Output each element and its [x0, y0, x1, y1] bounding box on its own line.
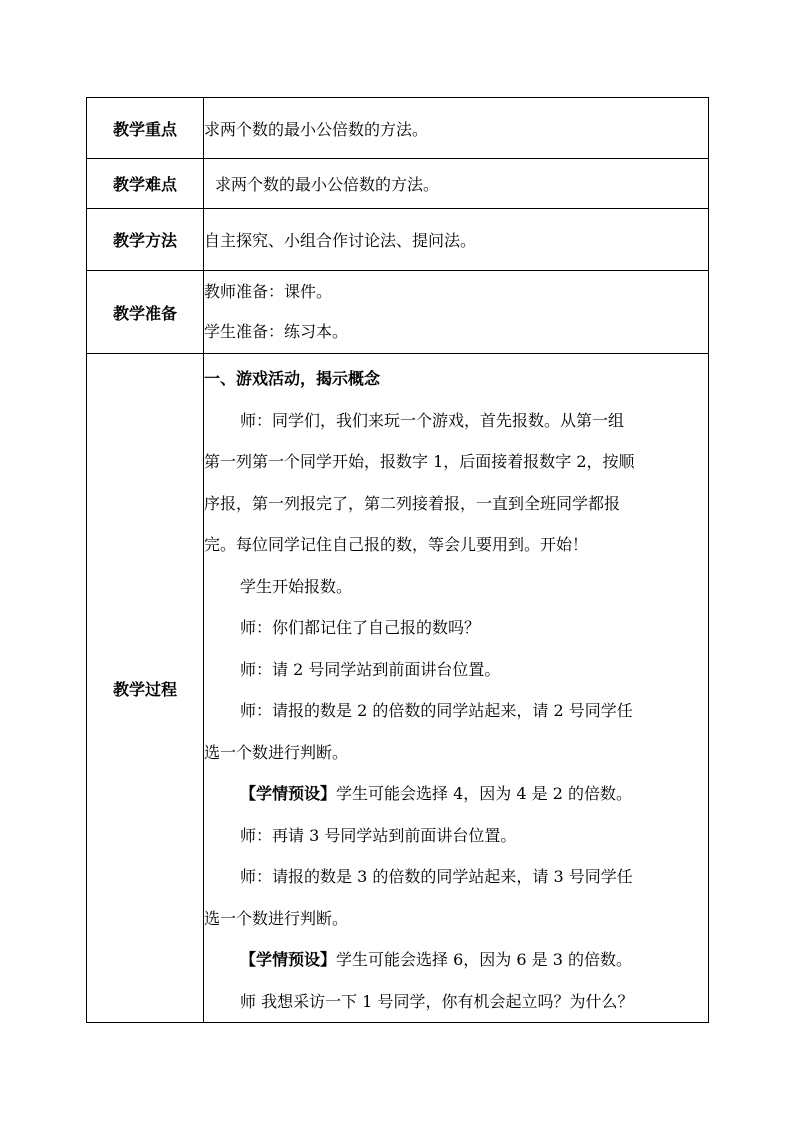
preset-line	[204, 773, 708, 815]
process-line: 序报，第一列报完了，第二列接着报，一直到全班同学都报	[204, 493, 621, 513]
process-label: 教学过程	[87, 354, 204, 1023]
process-cell	[204, 354, 709, 1023]
preset-text: 学生可能会选择 6，因为 6 是 3 的倍数。	[336, 950, 632, 969]
process-line: 完。每位同学记住自己报的数，等会儿要用到。开始！	[204, 535, 589, 554]
process-line: 师：请报的数是 3 的倍数的同学站起来，请 3 号同学任	[240, 867, 633, 886]
key-point-text: 求两个数的最小公倍数的方法。	[204, 98, 709, 159]
method-label: 教学方法	[87, 209, 204, 271]
preset-tag: 【学情预设】	[240, 950, 337, 969]
preset-tag: 【学情预设】	[240, 784, 337, 803]
teacher-preparation: 教师准备：课件。	[204, 282, 333, 301]
process-line: 师：请报的数是 2 的倍数的同学站起来，请 2 号同学任	[240, 701, 633, 720]
row-method	[87, 209, 709, 271]
preparation-label: 教学准备	[87, 271, 204, 354]
process-line: 第一列第一个同学开始，报数字 1，后面接着报数字 2，按顺	[204, 452, 635, 471]
lesson-plan-table	[86, 97, 709, 1023]
preparation-cell	[204, 271, 709, 354]
preset-line	[204, 939, 708, 981]
process-line: 选一个数进行判断。	[204, 742, 349, 762]
process-line: 师：再请 3 号同学站到前面讲台位置。	[240, 825, 517, 845]
row-preparation	[87, 271, 709, 354]
process-line: 师：请 2 号同学站到前面讲台位置。	[240, 659, 501, 679]
difficulty-label: 教学难点	[87, 159, 204, 209]
preset-text: 学生可能会选择 4，因为 4 是 2 的倍数。	[336, 784, 632, 803]
process-line: 师：你们都记住了自己报的数吗？	[240, 618, 481, 637]
row-difficulty	[87, 159, 709, 209]
difficulty-cell	[204, 159, 709, 209]
row-process	[87, 354, 709, 1023]
section-heading: 一、游戏活动，揭示概念	[204, 369, 381, 388]
method-text: 自主探究、小组合作讨论法、提问法。	[204, 209, 709, 271]
process-line: 选一个数进行判断。	[204, 908, 349, 928]
process-line: 师：同学们，我们来玩一个游戏，首先报数。从第一组	[240, 410, 625, 430]
process-line: 学生开始报数。	[240, 576, 353, 596]
key-point-label: 教学重点	[87, 98, 204, 159]
difficulty-text: 求两个数的最小公倍数的方法。	[215, 175, 440, 194]
row-key-point	[87, 98, 709, 159]
process-line: 师 我想采访一下 1 号同学，你有机会起立吗？为什么？	[240, 991, 634, 1011]
student-preparation: 学生准备：练习本。	[204, 322, 349, 341]
